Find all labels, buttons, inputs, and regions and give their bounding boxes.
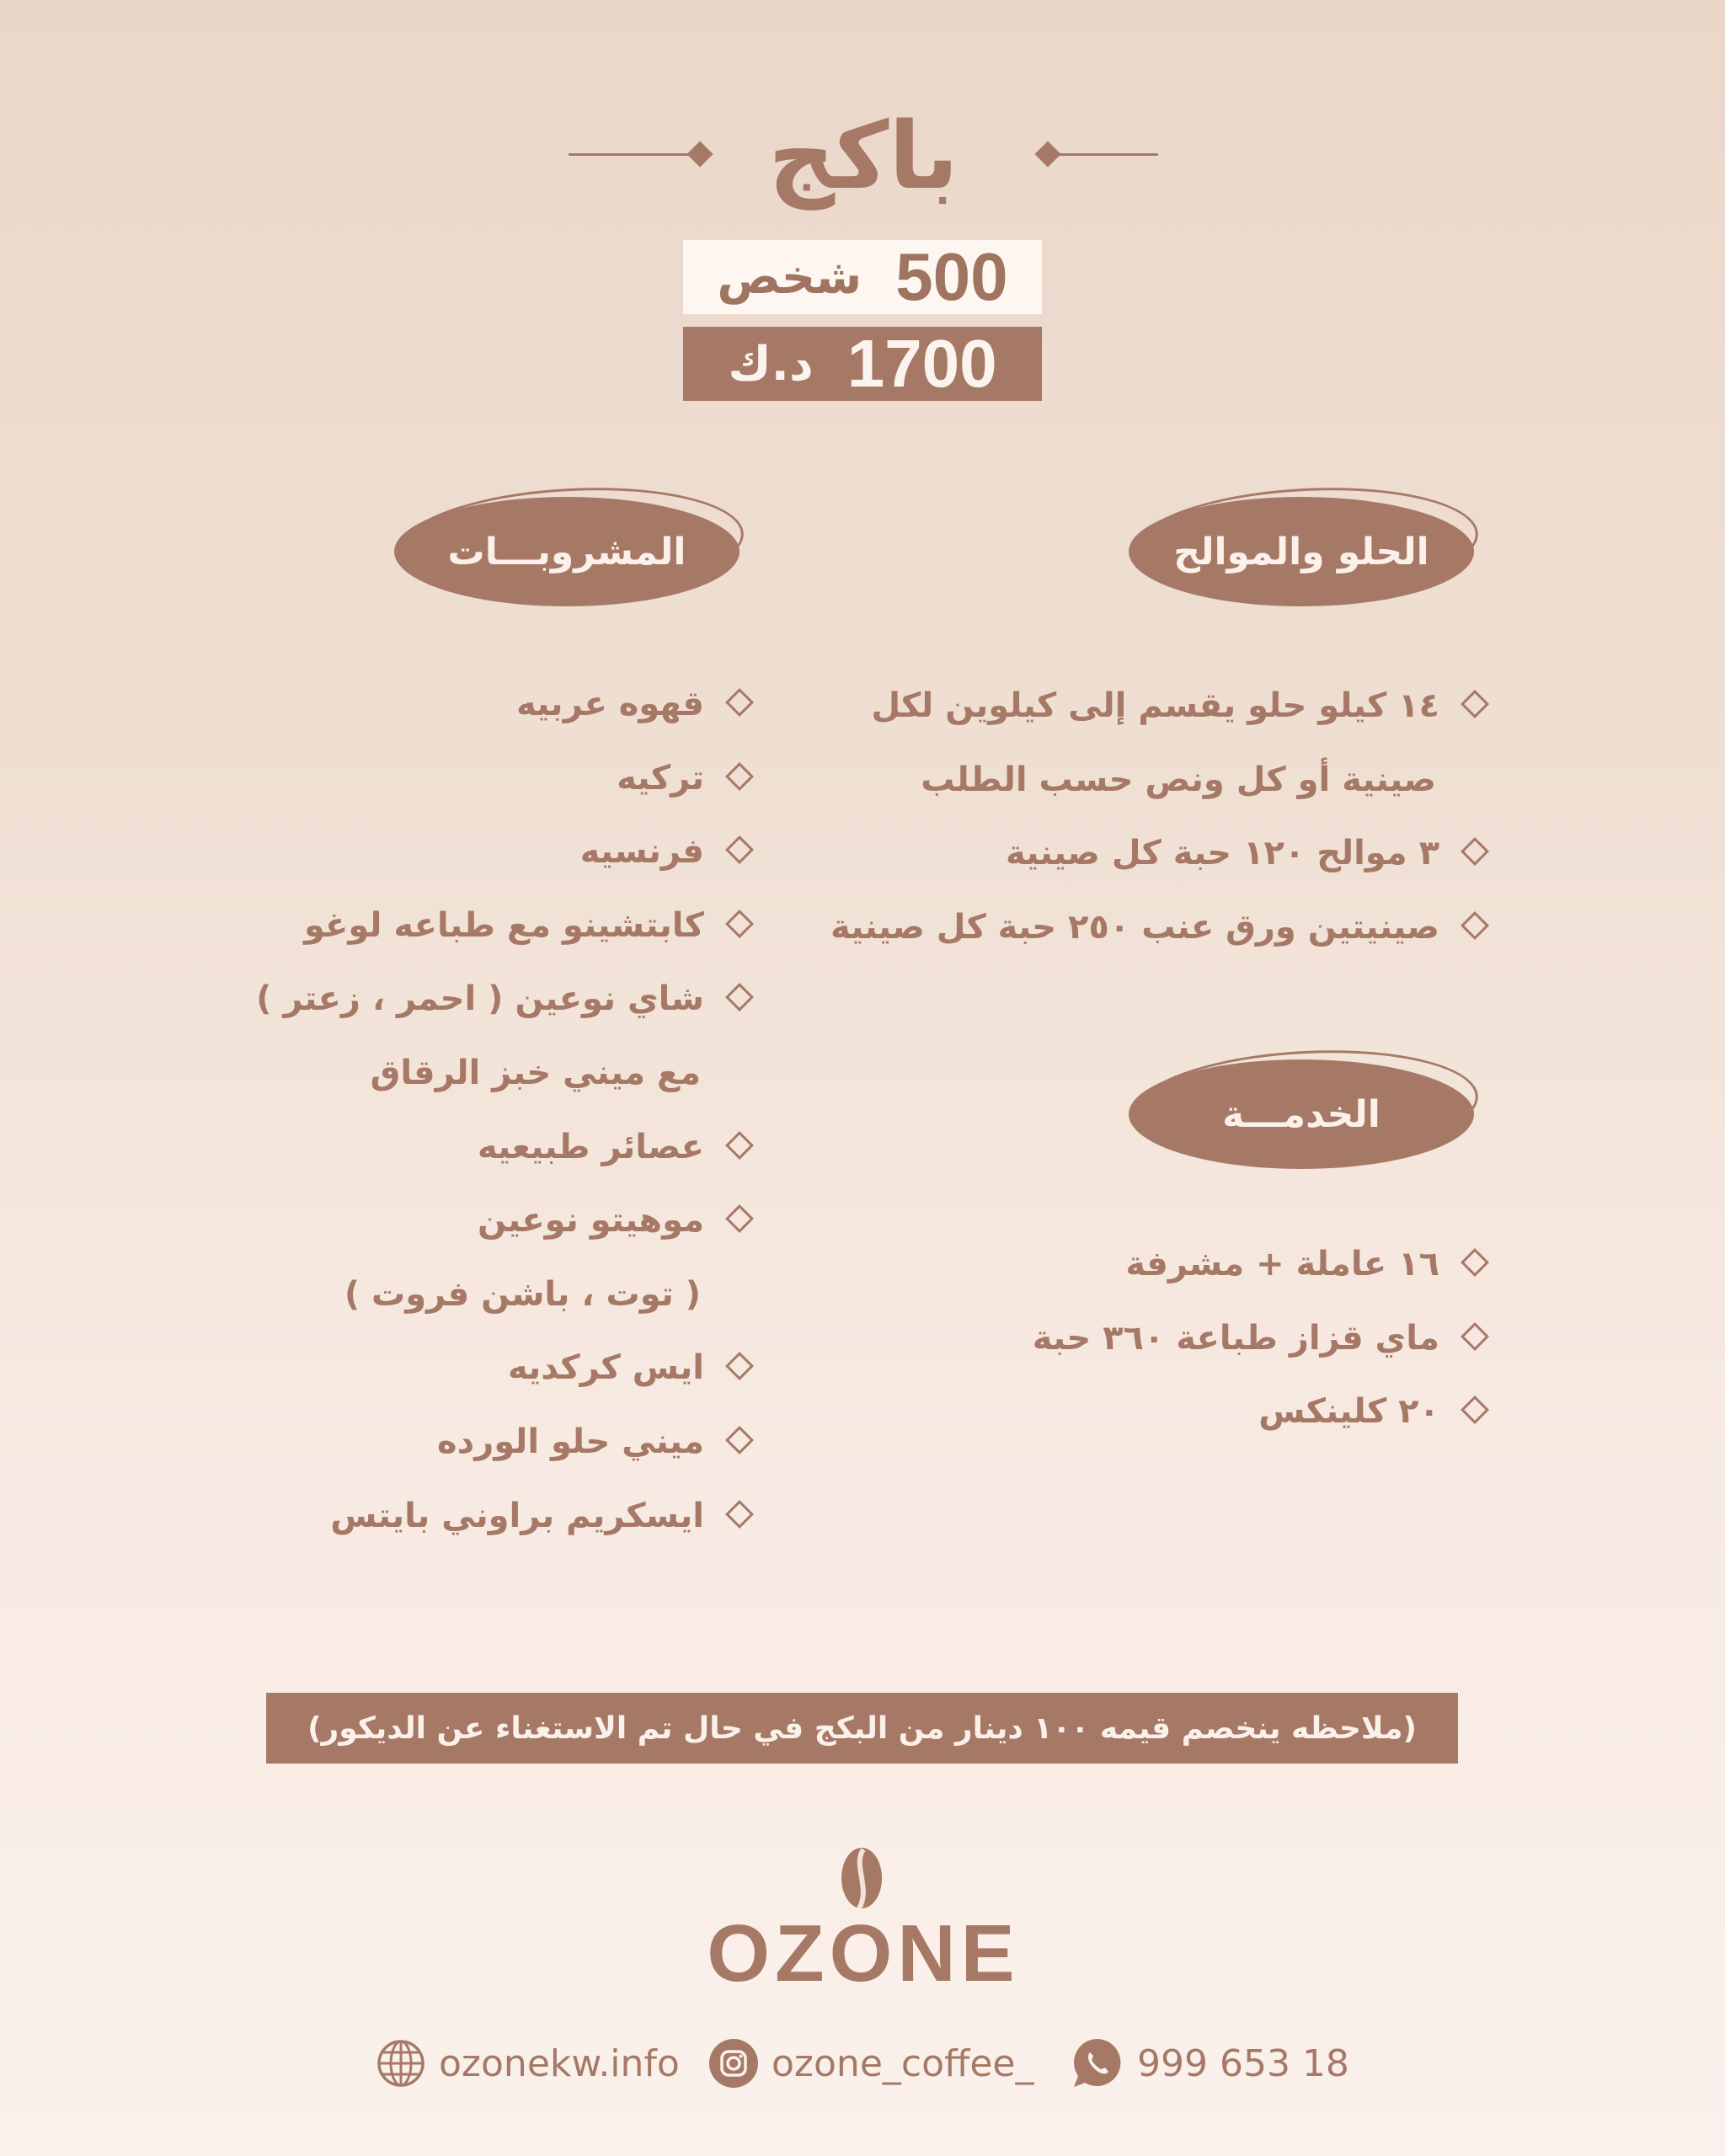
list-item: ماي قزاز طباعة ٣٦٠ حبة — [1033, 1302, 1485, 1376]
website-text: ozonekw.info — [439, 2041, 680, 2085]
list-item: شاي نوعين ( احمر ، زعتر ) — [256, 963, 750, 1037]
list-item: ( توت ، باشن فروت ) — [344, 1274, 701, 1314]
list-item: صينيتين ورق عنب ٢٥٠ حبة كل صينية — [830, 891, 1485, 965]
people-unit: شخص — [717, 249, 862, 305]
price-box — [683, 327, 1042, 401]
diamond-bullet-icon — [1461, 1396, 1489, 1424]
list-item: مع ميني خبز الرقاق — [370, 1053, 701, 1092]
diamond-bullet-icon — [725, 1352, 754, 1380]
list-item: ٣ موالح ١٢٠ حبة كل صينية — [830, 817, 1485, 891]
diamond-bullet-icon — [1461, 837, 1489, 866]
list-item: ١٦ عاملة + مشرفة — [1033, 1228, 1485, 1302]
list-item: عصائر طبيعيه — [256, 1111, 750, 1185]
coffee-bean-icon — [836, 1844, 888, 1912]
list-item: صينية أو كل ونص حسب الطلب — [921, 760, 1436, 799]
sweets-list — [830, 670, 1485, 964]
service-heading: الخدمـــة — [1222, 1092, 1381, 1136]
price-currency: د.ك — [728, 336, 814, 392]
page-title: باكج — [768, 102, 959, 210]
diamond-bullet-icon — [1461, 690, 1489, 718]
people-count-box — [683, 240, 1042, 314]
website-link[interactable] — [375, 2030, 680, 2097]
diamond-bullet-icon — [725, 835, 754, 864]
people-number: 500 — [895, 239, 1008, 314]
list-item: فرنسيه — [256, 815, 750, 889]
list-item: قهوه عربيه — [256, 668, 750, 742]
diamond-bullet-icon — [725, 1204, 754, 1233]
price-number: 1700 — [846, 326, 997, 401]
diamond-bullet-icon — [1461, 911, 1489, 940]
list-item: ايسكريم براوني بايتس — [256, 1480, 750, 1554]
instagram-icon — [708, 2037, 760, 2089]
list-item: ايس كركديه — [256, 1331, 750, 1406]
diamond-bullet-icon — [725, 688, 754, 717]
list-item: ميني حلو الورده — [256, 1406, 750, 1480]
instagram-text: ozone_coffee_ — [772, 2041, 1034, 2085]
drinks-heading-pill — [394, 488, 748, 605]
drinks-list — [256, 668, 750, 1553]
service-heading-pill — [1129, 1051, 1482, 1167]
diamond-bullet-icon — [725, 983, 754, 1011]
whatsapp-link[interactable] — [1070, 2030, 1349, 2097]
globe-icon — [375, 2037, 427, 2089]
sweets-heading-pill — [1129, 488, 1482, 605]
drinks-heading: المشروبـــات — [447, 530, 686, 574]
diamond-bullet-icon — [1461, 1248, 1489, 1277]
sweets-heading: الحلو والموالح — [1173, 530, 1429, 574]
list-item: موهيتو نوعين — [256, 1184, 750, 1258]
instagram-link[interactable] — [708, 2030, 1033, 2097]
service-list — [1033, 1228, 1485, 1449]
discount-note: (ملاحظه ينخصم قيمه ١٠٠ دينار من البكج في حال تم الاستغناء عن الديكور) — [266, 1693, 1458, 1764]
title-ornament — [564, 101, 1162, 211]
list-item: ١٤ كيلو حلو يقسم إلى كيلوين لكل — [830, 670, 1485, 744]
list-item: ٢٠ كلينكس — [1033, 1375, 1485, 1449]
list-item: كابتشينو مع طباعه لوغو — [256, 889, 750, 963]
brand-logo: OZONE — [707, 1908, 1020, 1999]
phone-text: 999 653 18 — [1137, 2041, 1349, 2085]
diamond-bullet-icon — [725, 910, 754, 938]
diamond-bullet-icon — [725, 1500, 754, 1529]
diamond-bullet-icon — [725, 762, 754, 791]
whatsapp-icon — [1070, 2036, 1125, 2091]
list-item: تركيه — [256, 742, 750, 816]
diamond-bullet-icon — [725, 1131, 754, 1160]
diamond-bullet-icon — [725, 1426, 754, 1454]
diamond-bullet-icon — [1461, 1322, 1489, 1351]
ornament-line-right — [1049, 153, 1158, 156]
